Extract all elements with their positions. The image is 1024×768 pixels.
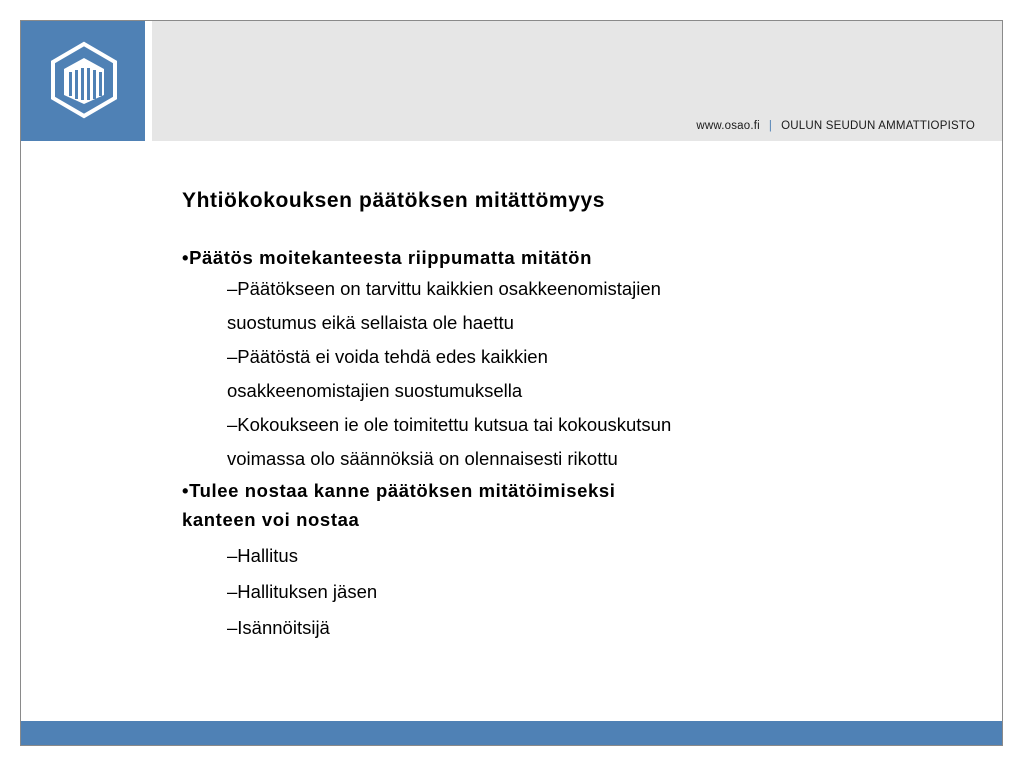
website-url: www.osao.fi: [696, 120, 760, 132]
footer-band: [21, 721, 1002, 745]
header-separator: |: [768, 120, 773, 132]
osao-logo-icon: [49, 40, 119, 120]
sub-bullet-item: –Hallituksen jäsen: [227, 581, 378, 602]
logo-panel: [21, 21, 145, 141]
header-tagline: [696, 120, 975, 132]
bullet-item: [182, 476, 862, 534]
sub-bullet-item: –Isännöitsijä: [227, 617, 330, 638]
organization-name: OULUN SEUDUN AMMATTIOPISTO: [781, 120, 975, 132]
slide-content: [182, 189, 862, 644]
bullet-item: •Päätös moitekanteesta riippumatta mitätön: [182, 247, 592, 268]
sub-bullet-item: [227, 340, 862, 408]
sub-bullet-line: suostumus eikä sellaista ole haettu: [227, 312, 514, 333]
slide-title: Yhtiökokouksen päätöksen mitättömyys: [182, 189, 606, 212]
slide: [20, 20, 1003, 746]
bullet-line: •Tulee nostaa kanne päätöksen mitätöimiseksi: [182, 480, 616, 501]
bullet-line: kanteen voi nostaa: [182, 509, 360, 530]
sub-bullet-line: voimassa olo säännöksiä on olennaisesti rikottu: [227, 448, 618, 469]
sub-bullet-line: osakkeenomistajien suostumuksella: [227, 380, 523, 401]
sub-bullet-item: [227, 408, 862, 476]
sub-bullet-item: [227, 272, 862, 340]
sub-bullet-line: –Päätöstä ei voida tehdä edes kaikkien: [227, 346, 548, 367]
sub-bullet-line: –Kokoukseen ie ole toimitettu kutsua tai kokouskutsun: [227, 414, 672, 435]
sub-bullet-item: –Hallitus: [227, 545, 298, 566]
logo-divider: [145, 21, 152, 141]
sub-bullet-line: –Päätökseen on tarvittu kaikkien osakkeenomistajien: [227, 278, 661, 299]
